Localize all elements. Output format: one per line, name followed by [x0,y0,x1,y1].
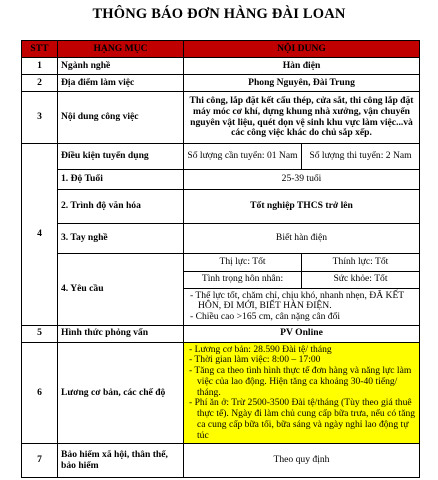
value-cell: PV Online [184,325,420,342]
list-item: - Lương cơ bản: 28.590 Đài tệ/ tháng [197,345,416,356]
list-item: - Thời gian làm việc: 8:00 – 17:00 [197,355,416,366]
yeu-cau-grid [184,254,419,325]
row-yeu-cau [22,254,420,326]
row-trinh-do [22,190,420,224]
row-luong [22,342,420,444]
job-table [21,40,420,478]
header-noi-dung: NỘI DUNG [184,41,420,58]
label-cell: 3. Tay nghề [58,224,184,254]
value-cell: Thi công, lắp đặt kết cấu thép, cửa sắt, thi công lắp đặt máy móc cơ khí, dựng khung nhà xưởng, vận chuyển nguyên vật liệu, quét dọn vệ sinh khu vực làm việc...và các công việc khác do chủ sắp xếp. [184,92,420,144]
yeu-cau-list-cell [184,288,419,325]
value-cell: Phong Nguyên, Đài Trung [184,75,420,92]
label-cell: Ngành nghề [58,58,184,75]
label-cell: Điều kiện tuyển dụng [58,144,184,170]
stt-cell: 1 [22,58,58,75]
header-hang-muc: HẠNG MỤC [58,41,184,58]
stt-cell: 2 [22,75,58,92]
value-cell: Hàn điện [184,58,420,75]
row-dieu-kien [22,144,420,170]
list-item: - Phí ăn ở: Trừ 2500-3500 Đài tệ/tháng (Tùy theo giá thuê thực tế). Ngày đi làm chủ cung cấp bữa trưa, nếu có tăng ca cung cấp bữa tối, bữa sáng và ngày nghỉ lao động tự túc [197,398,416,441]
value-cell: 25-39 tuổi [184,170,420,190]
list-item: - Tăng ca theo tình hình thực tế đơn hàng và năng lực làm việc của lao động. Hiện tăng ca khoảng 30-40 tiếng/ tháng. [197,366,416,398]
label-cell: Bảo hiểm xã hội, thân thể, bảo hiểm [58,444,184,478]
label-cell: 1. Độ Tuổi [58,170,184,190]
label-cell: 2. Trình độ văn hóa [58,190,184,224]
value-cell: Tốt nghiệp THCS trở lên [184,190,420,224]
label-cell: Địa điểm làm việc [58,75,184,92]
stt-cell: 3 [22,92,58,144]
yeu-cau-row-2 [184,271,419,288]
row-do-tuoi [22,170,420,190]
thinh-luc: Thính lực: Tốt [302,254,420,271]
stt-cell: 4 [22,144,58,326]
label-cell: Lương cơ bản, các chế độ [58,342,184,444]
yeu-cau-list [188,291,416,323]
list-item: - Chiều cao >165 cm, cân nặng cân đối [198,312,416,323]
row-dia-diem [22,75,420,92]
thi-luc: Thị lực: Tốt [219,255,266,267]
row-bao-hiem [22,444,420,478]
header-stt: STT [22,41,58,58]
row-nganh-nghe [22,58,420,75]
label-cell: Hình thức phỏng vấn [58,325,184,342]
tinh-trang-hon-nhan: Tình trọng hôn nhân: [184,271,302,288]
page-title: THÔNG BÁO ĐƠN HÀNG ĐÀI LOAN [92,6,346,22]
row-hinh-thuc-phong-van [22,325,420,342]
suc-khoe: Sức khỏe: Tốt [302,271,420,288]
yeu-cau-row-1 [184,254,419,271]
list-item: - Thể lực tốt, chăm chỉ, chịu khó, nhanh nhẹn, ĐÃ KẾT HÔN, ĐI MỚI, BIẾT HÀN ĐIỆN. [198,291,416,312]
luong-list [187,345,416,442]
luong-content [184,342,420,444]
stt-cell: 6 [22,342,58,444]
label-cell: Nội dung công việc [58,92,184,144]
stt-cell: 5 [22,325,58,342]
row-noi-dung-cong-viec [22,92,420,144]
yeu-cau-content [184,254,420,326]
label-cell: 4. Yêu cầu [58,254,184,326]
value-cell: Biết hàn điện [184,224,420,254]
yeu-cau-row-3 [184,288,419,325]
header-row [22,41,420,58]
so-luong-thi-tuyen: Số lượng thi tuyển: 2 Nam [302,144,420,170]
stt-cell: 7 [22,444,58,478]
value-cell: Theo quy định [184,444,420,478]
row-tay-nghe [22,224,420,254]
so-luong-tuyen: Số lượng cần tuyển: 01 Nam [184,144,302,170]
